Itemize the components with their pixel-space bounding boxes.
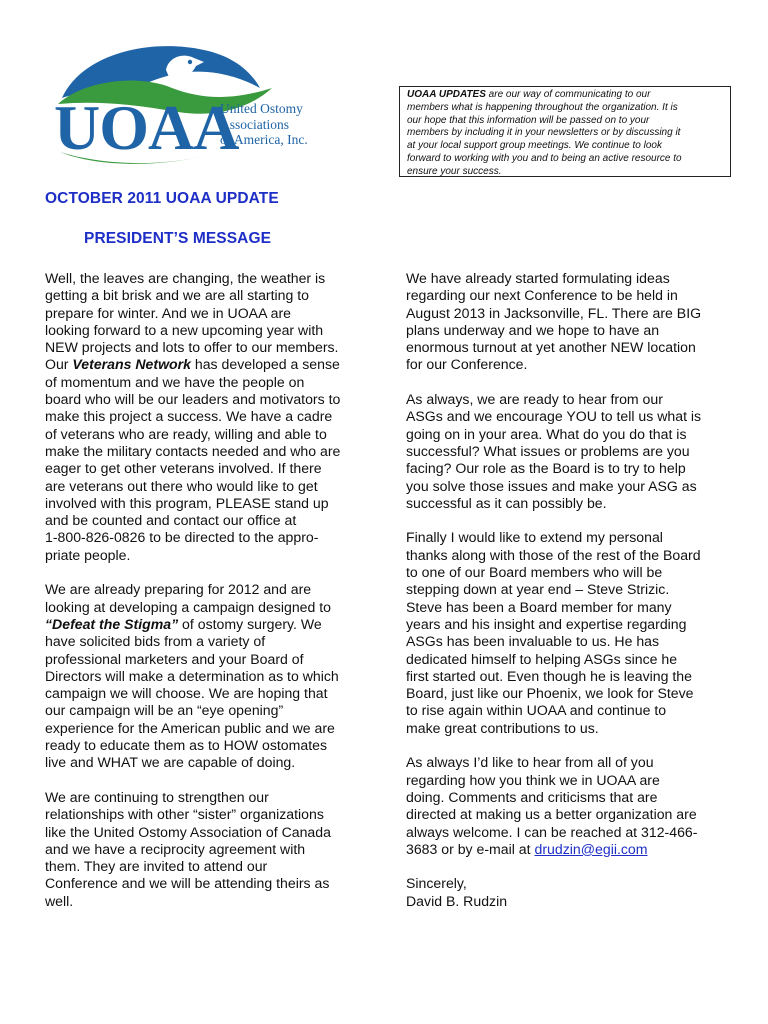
text-line [45,356,361,373]
text-fragment: of ostomy surgery. We [178,615,322,632]
text-line: board who will be our leaders and motivators to [45,391,341,408]
text-line: successful? What issues or problems are you [406,442,690,459]
presidents-message-heading: PRESIDENT’S MESSAGE [84,230,272,247]
text-line: ASGs has been invaluable to us. He has [406,633,660,650]
text-line: to one of our Board members who will be [406,564,663,581]
closing [406,875,724,910]
text-line: relationships with other “sister” organizations [45,806,324,823]
text-line: well. [45,892,74,909]
text-line: prepare for winter. And we in UOAA are [45,304,291,321]
text-line: make this project a success. We have a cadre [45,408,333,425]
text-line: dedicated himself to helping ASGs since he [406,650,678,667]
updates-box-text: ensure your success. [407,165,502,177]
text-line: to rise again within UOAA and continue to [406,702,667,719]
text-line: We are continuing to strengthen our [45,788,269,805]
updates-box-text: members by including it in your newsletters or by discussing it [407,127,681,139]
text-line: getting a bit brisk and we are all starting to [45,287,310,304]
text-line: involved with this program, PLEASE stand up [45,494,329,511]
text-line: enormous turnout at yet another NEW location [406,339,696,356]
text-line: successful as it can possibly be. [406,494,607,511]
text-line: them. They are invited to attend our [45,858,268,875]
text-line: looking at developing a campaign designed to [45,598,331,615]
paragraph [406,270,724,374]
text-line: are veterans out there who would like to get [45,477,318,494]
uoaa-updates-box [399,86,731,177]
text-line: We have already started formulating ideas [406,270,670,286]
text-line: 1-800-826-0826 to be directed to the appro- [45,529,319,546]
text-line: As always I’d like to hear from all of you [406,754,654,771]
defeat-the-stigma-emphasis: “Defeat the Stigma” [45,615,179,632]
uoaa-logo [54,40,324,172]
updates-box-text: members what is happening throughout the organization. It is [407,101,678,113]
text-line: years and his insight and expertise regarding [406,615,687,632]
text-line: looking forward to a new upcoming year with [45,321,324,338]
text-line: first started out. Even though he is leaving the [406,667,692,684]
updates-box-text: are our way of communicating to our [485,89,651,100]
updates-box-text: forward to working with you and to being an active resource to [407,152,682,164]
text-line: Steve has been a Board member for many [406,598,672,615]
updates-box-text: at your local support group meetings. We continue to look [407,140,662,152]
text-fragment: Our [45,356,73,373]
text-line: Well, the leaves are changing, the weather is [45,270,326,286]
text-line [406,841,724,858]
text-line: Finally I would like to extend my personal [406,529,663,546]
email-link[interactable]: drudzin@egii.com [534,840,648,857]
text-line: As always, we are ready to hear from our [406,391,663,408]
text-line: regarding our next Conference to be held in [406,287,678,304]
logo-name-line: of America, Inc. [220,132,308,148]
veterans-network-emphasis: Veterans Network [72,356,191,373]
text-line: Board, just like our Phoenix, we look for Steve [406,685,694,702]
text-line: for our Conference. [406,356,528,373]
right-column [406,270,724,927]
text-line: regarding how you think we in UOAA are [406,771,660,788]
text-line: and we have a reciprocity agreement with [45,840,306,857]
text-line: make the military contacts needed and who are [45,442,341,459]
text-line: you solve those issues and make your ASG as [406,477,697,494]
text-line: thanks along with those of the rest of the Board [406,546,701,563]
paragraph [406,754,724,858]
logo-organization-name [220,101,330,148]
text-line: of momentum and we have the people on [45,373,305,390]
text-line: professional marketers and your Board of [45,650,304,667]
text-line: campaign we will choose. We are hoping that [45,685,328,702]
paragraph [45,581,361,771]
text-line: priate people. [45,546,131,563]
text-line: ready to educate them as to HOW ostomates [45,737,328,754]
update-heading: OCTOBER 2011 UOAA UPDATE [45,190,279,207]
text-line: Conference and we will be attending theirs as [45,875,330,892]
text-line: directed at making us a better organization are [406,806,697,823]
text-line: plans underway and we hope to have an [406,321,660,338]
text-line: doing. Comments and criticisms that are [406,788,658,805]
text-line: eager to get other veterans involved. If there [45,460,322,477]
text-line: stepping down at year end – Steve Strizic. [406,581,670,598]
updates-box-lead: UOAA UPDATES [407,89,486,100]
updates-box-text: our hope that this information will be passed on to your [407,114,650,126]
text-line: like the United Ostomy Association of Canada [45,823,331,840]
text-line: Directors will make a determination as to which [45,667,339,684]
signature-name: David B. Rudzin [406,892,508,909]
paragraph [406,391,724,512]
logo-wordmark: UOAA [54,92,239,163]
paragraph [45,789,361,910]
text-line [45,616,361,633]
signoff: Sincerely, [406,875,467,892]
text-line: always welcome. I can be reached at 312-466- [406,823,698,840]
text-line: going on in your area. What do you do that is [406,425,687,442]
text-line: have solicited bids from a variety of [45,633,266,650]
text-line: August 2013 in Jacksonville, FL. There are BIG [406,304,702,321]
text-line: of veterans who are ready, willing and able to [45,425,327,442]
left-column [45,270,361,927]
text-fragment: has developed a sense [190,356,340,373]
text-line: facing? Our role as the Board is to try to help [406,460,686,477]
text-line: make great contributions to us. [406,719,599,736]
text-line: our campaign will be an “eye opening” [45,702,284,719]
paragraph [45,270,361,564]
text-line: ASGs and we encourage YOU to tell us what is [406,408,702,425]
logo-name-line: United Ostomy [220,101,303,116]
text-line: live and WHAT we are capable of doing. [45,754,296,771]
text-line: and be counted and contact our office at [45,512,297,529]
text-line: We are already preparing for 2012 and are [45,581,312,598]
text-fragment: 3683 or by e-mail at [406,840,535,857]
logo-name-line: Associations [220,116,289,132]
text-line: experience for the American public and we are [45,719,335,736]
paragraph [406,529,724,737]
text-line: NEW projects and lots to offer to our members. [45,339,339,356]
